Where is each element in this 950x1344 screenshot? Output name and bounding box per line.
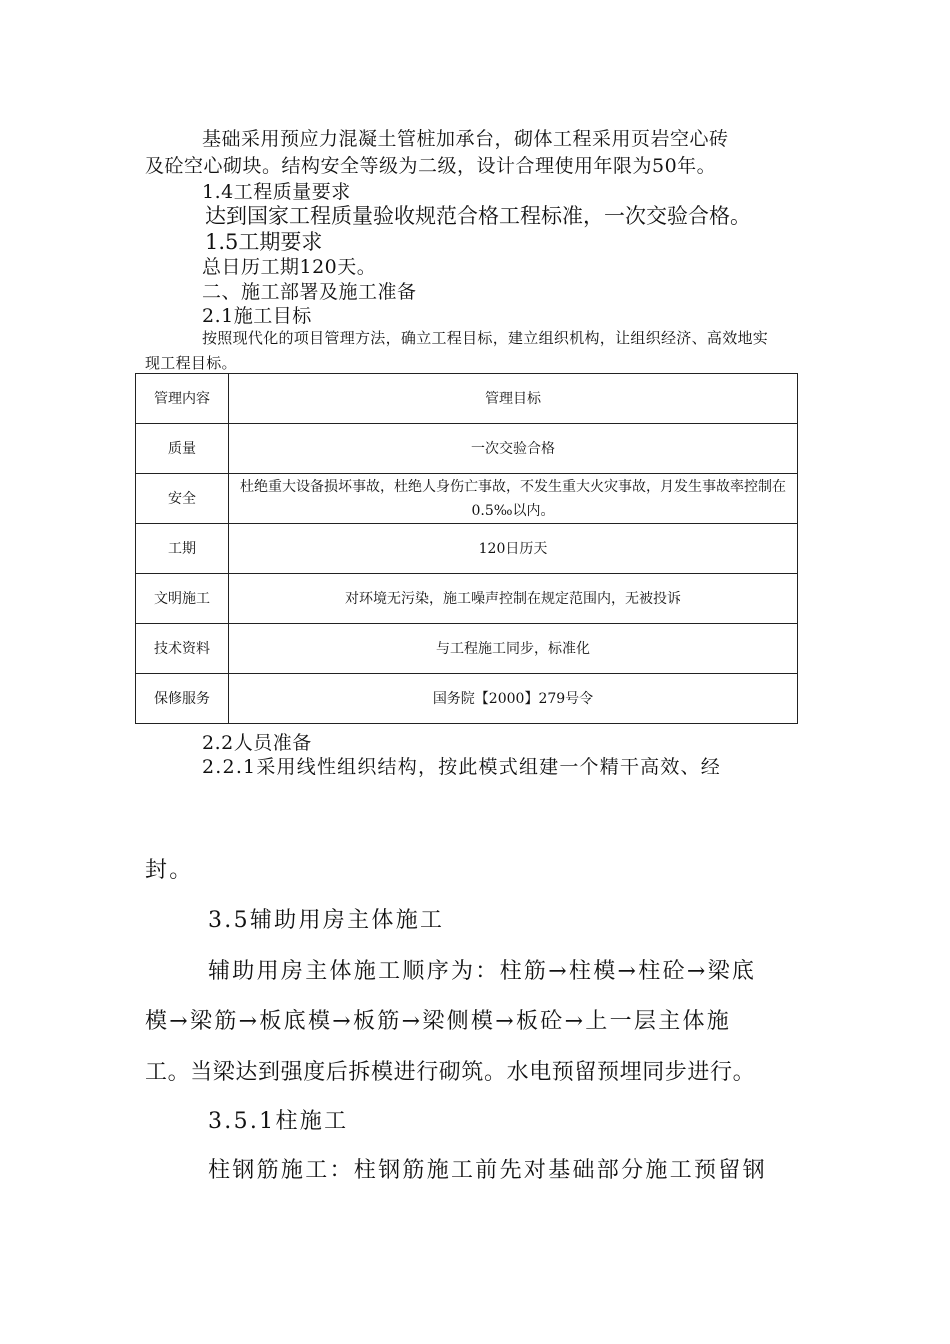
section-heading: 二、施工部署及施工准备: [202, 281, 417, 303]
table-cell: 与工程施工同步，标准化: [229, 624, 798, 674]
paragraph-line: 总日历工期120天。: [202, 256, 377, 278]
table-cell: 安全: [136, 474, 229, 524]
section-heading: 3.5.1柱施工: [208, 1109, 349, 1134]
table-row: [136, 574, 798, 624]
table-cell: 质量: [136, 424, 229, 474]
section-heading: 2.2人员准备: [202, 732, 312, 754]
paragraph-line: 封。: [145, 858, 194, 883]
table-cell: 对环境无污染，施工噪声控制在规定范围内，无被投诉: [229, 574, 798, 624]
paragraph-line: 工。当梁达到强度后拆模进行砌筑。水电预留预埋同步进行。: [145, 1060, 756, 1085]
table-cell: 文明施工: [136, 574, 229, 624]
table-header-cell: 管理目标: [229, 374, 798, 424]
section-heading: 1.5工期要求: [205, 230, 323, 254]
table-cell: 杜绝重大设备损坏事故，杜绝人身伤亡事故，不发生重大火灾事故，月发生事故率控制在0.5‰以内。: [229, 474, 798, 524]
paragraph-line: 按照现代化的项目管理方法，确立工程目标，建立组织机构，让组织经济、高效地实: [202, 329, 769, 347]
paragraph-line: 基础采用预应力混凝土管桩加承台，砌体工程采用页岩空心砖: [202, 128, 729, 150]
section-heading: 1.4工程质量要求: [202, 181, 351, 203]
table-cell: 120日历天: [229, 524, 798, 574]
table-header-row: [136, 374, 798, 424]
section-heading: 2.1施工目标: [202, 305, 312, 327]
paragraph-line: 2.2.1采用线性组织结构，按此模式组建一个精干高效、经: [202, 756, 721, 778]
table-cell: 国务院【2000】279号令: [229, 674, 798, 724]
paragraph-line: 达到国家工程质量验收规范合格工程标准，一次交验合格。: [205, 204, 751, 228]
table-row: [136, 524, 798, 574]
paragraph-line: 及砼空心砌块。结构安全等级为二级，设计合理使用年限为50年。: [145, 155, 717, 177]
table-cell: 保修服务: [136, 674, 229, 724]
paragraph-line: 现工程目标。: [145, 354, 237, 372]
table-cell: 一次交验合格: [229, 424, 798, 474]
table-cell: 工期: [136, 524, 229, 574]
table-row: [136, 424, 798, 474]
table-cell: 技术资料: [136, 624, 229, 674]
table-header-cell: 管理内容: [136, 374, 229, 424]
section-heading: 3.5辅助用房主体施工: [208, 908, 445, 933]
table-row: [136, 474, 798, 524]
management-goals-table: [135, 373, 798, 724]
paragraph-line: 模→梁筋→板底模→板筋→梁侧模→板砼→上一层主体施: [145, 1009, 732, 1034]
paragraph-line: 辅助用房主体施工顺序为：柱筋→柱模→柱砼→梁底: [208, 959, 757, 984]
table-row: [136, 674, 798, 724]
paragraph-line: 柱钢筋施工：柱钢筋施工前先对基础部分施工预留钢: [208, 1158, 767, 1183]
table-row: [136, 624, 798, 674]
